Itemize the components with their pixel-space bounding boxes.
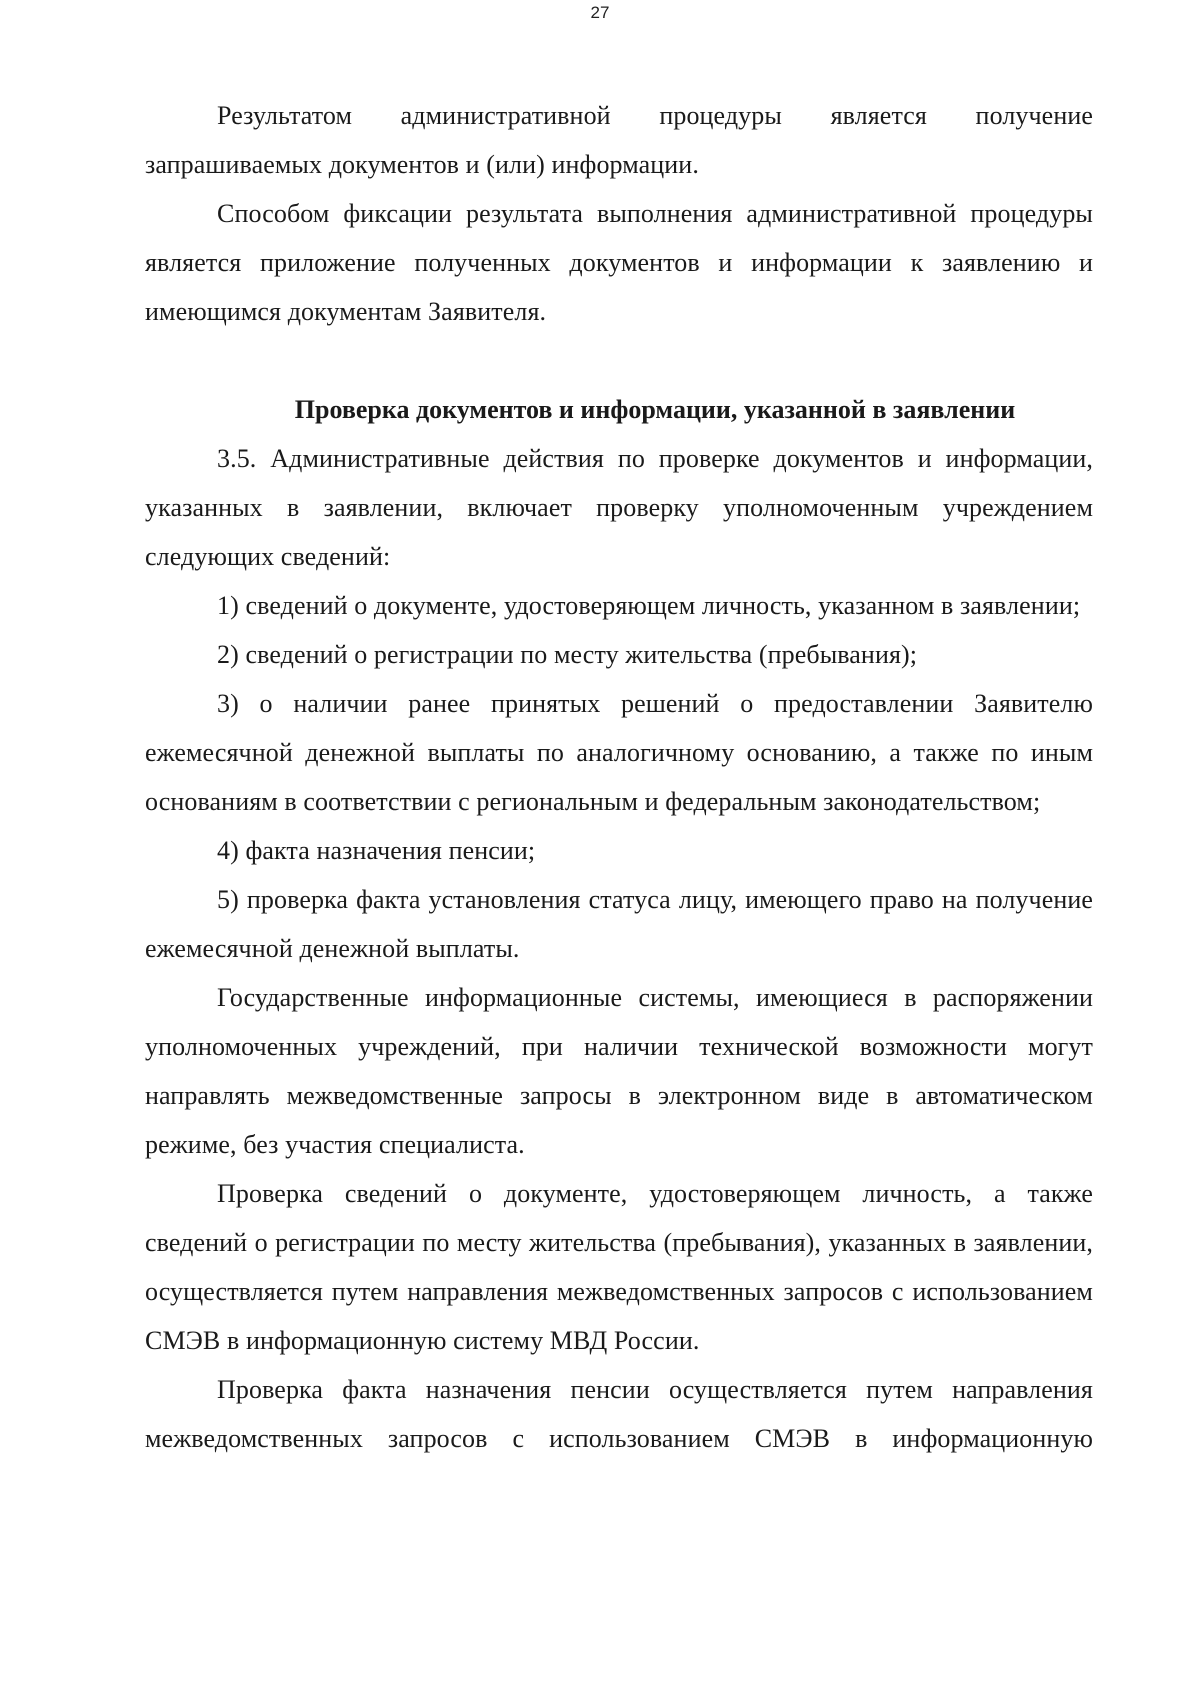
document-body: [145, 91, 1093, 1463]
list-item: 1) сведений о документе, удостоверяющем личность, указанном в заявлении;: [217, 591, 1081, 620]
list-item: 3) о наличии ранее принятых решений о предоставлении Заявителю ежемесячной денежной выплаты по аналогичному основанию, а также по иным основаниям в соответствии с региональным и федеральным законодательством;: [145, 689, 1093, 816]
list-item: 2) сведений о регистрации по месту жительства (пребывания);: [217, 640, 918, 669]
paragraph: Проверка сведений о документе, удостоверяющем личность, а также сведений о регистрации по месту жительства (пребывания), указанных в заявлении, осуществляется путем направления межведомственных запросов с использованием СМЭВ в информационную систему МВД России.: [145, 1179, 1093, 1355]
list-item: 4) факта назначения пенсии;: [217, 836, 536, 865]
section-heading: Проверка документов и информации, указанной в заявлении: [294, 395, 1016, 424]
list-item: 5) проверка факта установления статуса лицу, имеющего право на получение ежемесячной денежной выплаты.: [145, 885, 1093, 963]
paragraph: Результатом административной процедуры является получение запрашиваемых документов и (или) информации.: [145, 101, 1093, 179]
page-number: 27: [590, 3, 610, 22]
paragraph-continued: Проверка факта назначения пенсии осуществляется путем направления межведомственных запросов с использованием СМЭВ в информационную: [145, 1375, 1093, 1453]
paragraph: 3.5. Административные действия по проверке документов и информации, указанных в заявлении, включает проверку уполномоченным учреждением следующих сведений:: [145, 444, 1093, 571]
paragraph: Способом фиксации результата выполнения административной процедуры является приложение полученных документов и информации к заявлению и имеющимся документам Заявителя.: [145, 199, 1093, 326]
paragraph: Государственные информационные системы, имеющиеся в распоряжении уполномоченных учреждений, при наличии технической возможности могут направлять межведомственные запросы в электронном виде в автоматическом режиме, без участия специалиста.: [145, 983, 1093, 1159]
